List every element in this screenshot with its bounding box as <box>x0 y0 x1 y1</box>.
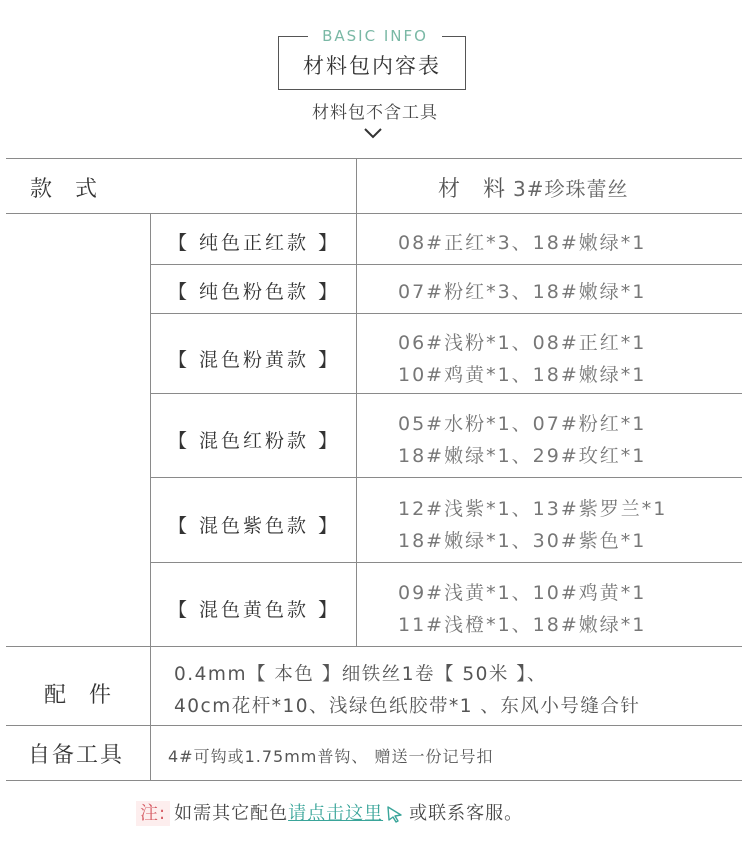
chevron-down-icon <box>362 126 384 140</box>
material-line: 18#嫩绿*1、29#玫红*1 <box>398 445 647 467</box>
color-options-link[interactable]: 请点击这里 <box>288 803 384 824</box>
style-name: 【 混色红粉款 】 <box>168 430 341 452</box>
note-text: 如需其它配色 <box>174 803 289 824</box>
material-column-header <box>438 172 628 203</box>
material-line: 05#水粉*1、07#粉红*1 <box>398 413 647 435</box>
basic-info-tag: BASIC INFO <box>308 26 442 46</box>
style-column-header: 款 式 <box>30 177 105 202</box>
page-title: 材料包内容表 <box>303 54 441 78</box>
own-tools-text: 4#可钩或1.75mm普钩、 赠送一份记号扣 <box>168 747 494 766</box>
accessories-line: 0.4mm【 本色 】细铁丝1卷【 50米 】、 <box>174 664 548 685</box>
material-line: 18#嫩绿*1、30#紫色*1 <box>398 530 647 552</box>
note-suffix: 或联系客服。 <box>409 803 524 824</box>
table-rule <box>150 393 742 394</box>
header <box>0 0 750 150</box>
style-name: 【 纯色粉色款 】 <box>168 281 341 303</box>
table-rule <box>6 725 742 726</box>
material-line: 08#正红*3、18#嫩绿*1 <box>398 232 647 254</box>
style-name: 【 纯色正红款 】 <box>168 232 341 254</box>
cursor-arrow-icon <box>385 805 405 823</box>
page-subtitle: 材料包不含工具 <box>312 103 438 123</box>
table-rule <box>150 477 742 478</box>
table-rule <box>150 264 742 265</box>
material-line: 11#浅橙*1、18#嫩绿*1 <box>398 614 647 636</box>
own-tools-label: 自备工具 <box>28 743 125 768</box>
material-line: 12#浅紫*1、13#紫罗兰*1 <box>398 498 668 520</box>
material-line: 09#浅黄*1、10#鸡黄*1 <box>398 582 647 604</box>
material-line: 07#粉红*3、18#嫩绿*1 <box>398 281 647 303</box>
table-rule <box>6 158 742 159</box>
style-name: 【 混色黄色款 】 <box>168 599 341 621</box>
table-rule <box>150 562 742 563</box>
table-rule <box>356 158 357 646</box>
material-label: 材 料 <box>438 177 513 202</box>
table-rule <box>150 313 742 314</box>
style-name: 【 混色粉黄款 】 <box>168 349 341 371</box>
style-name: 【 混色紫色款 】 <box>168 515 341 537</box>
table-rule <box>6 646 742 647</box>
accessories-line: 40cm花杆*10、浅绿色纸胶带*1 、东风小号缝合针 <box>174 696 641 717</box>
contact-note <box>136 800 523 828</box>
material-line: 06#浅粉*1、08#正红*1 <box>398 332 647 354</box>
note-prefix: 注: <box>136 801 170 826</box>
table-rule <box>6 213 742 214</box>
material-line: 10#鸡黄*1、18#嫩绿*1 <box>398 364 647 386</box>
accessories-label: 配 件 <box>44 683 119 708</box>
table-rule <box>150 213 151 646</box>
table-rule <box>6 780 742 781</box>
material-type: 3#珍珠蕾丝 <box>513 177 629 201</box>
table-rule <box>150 646 151 780</box>
